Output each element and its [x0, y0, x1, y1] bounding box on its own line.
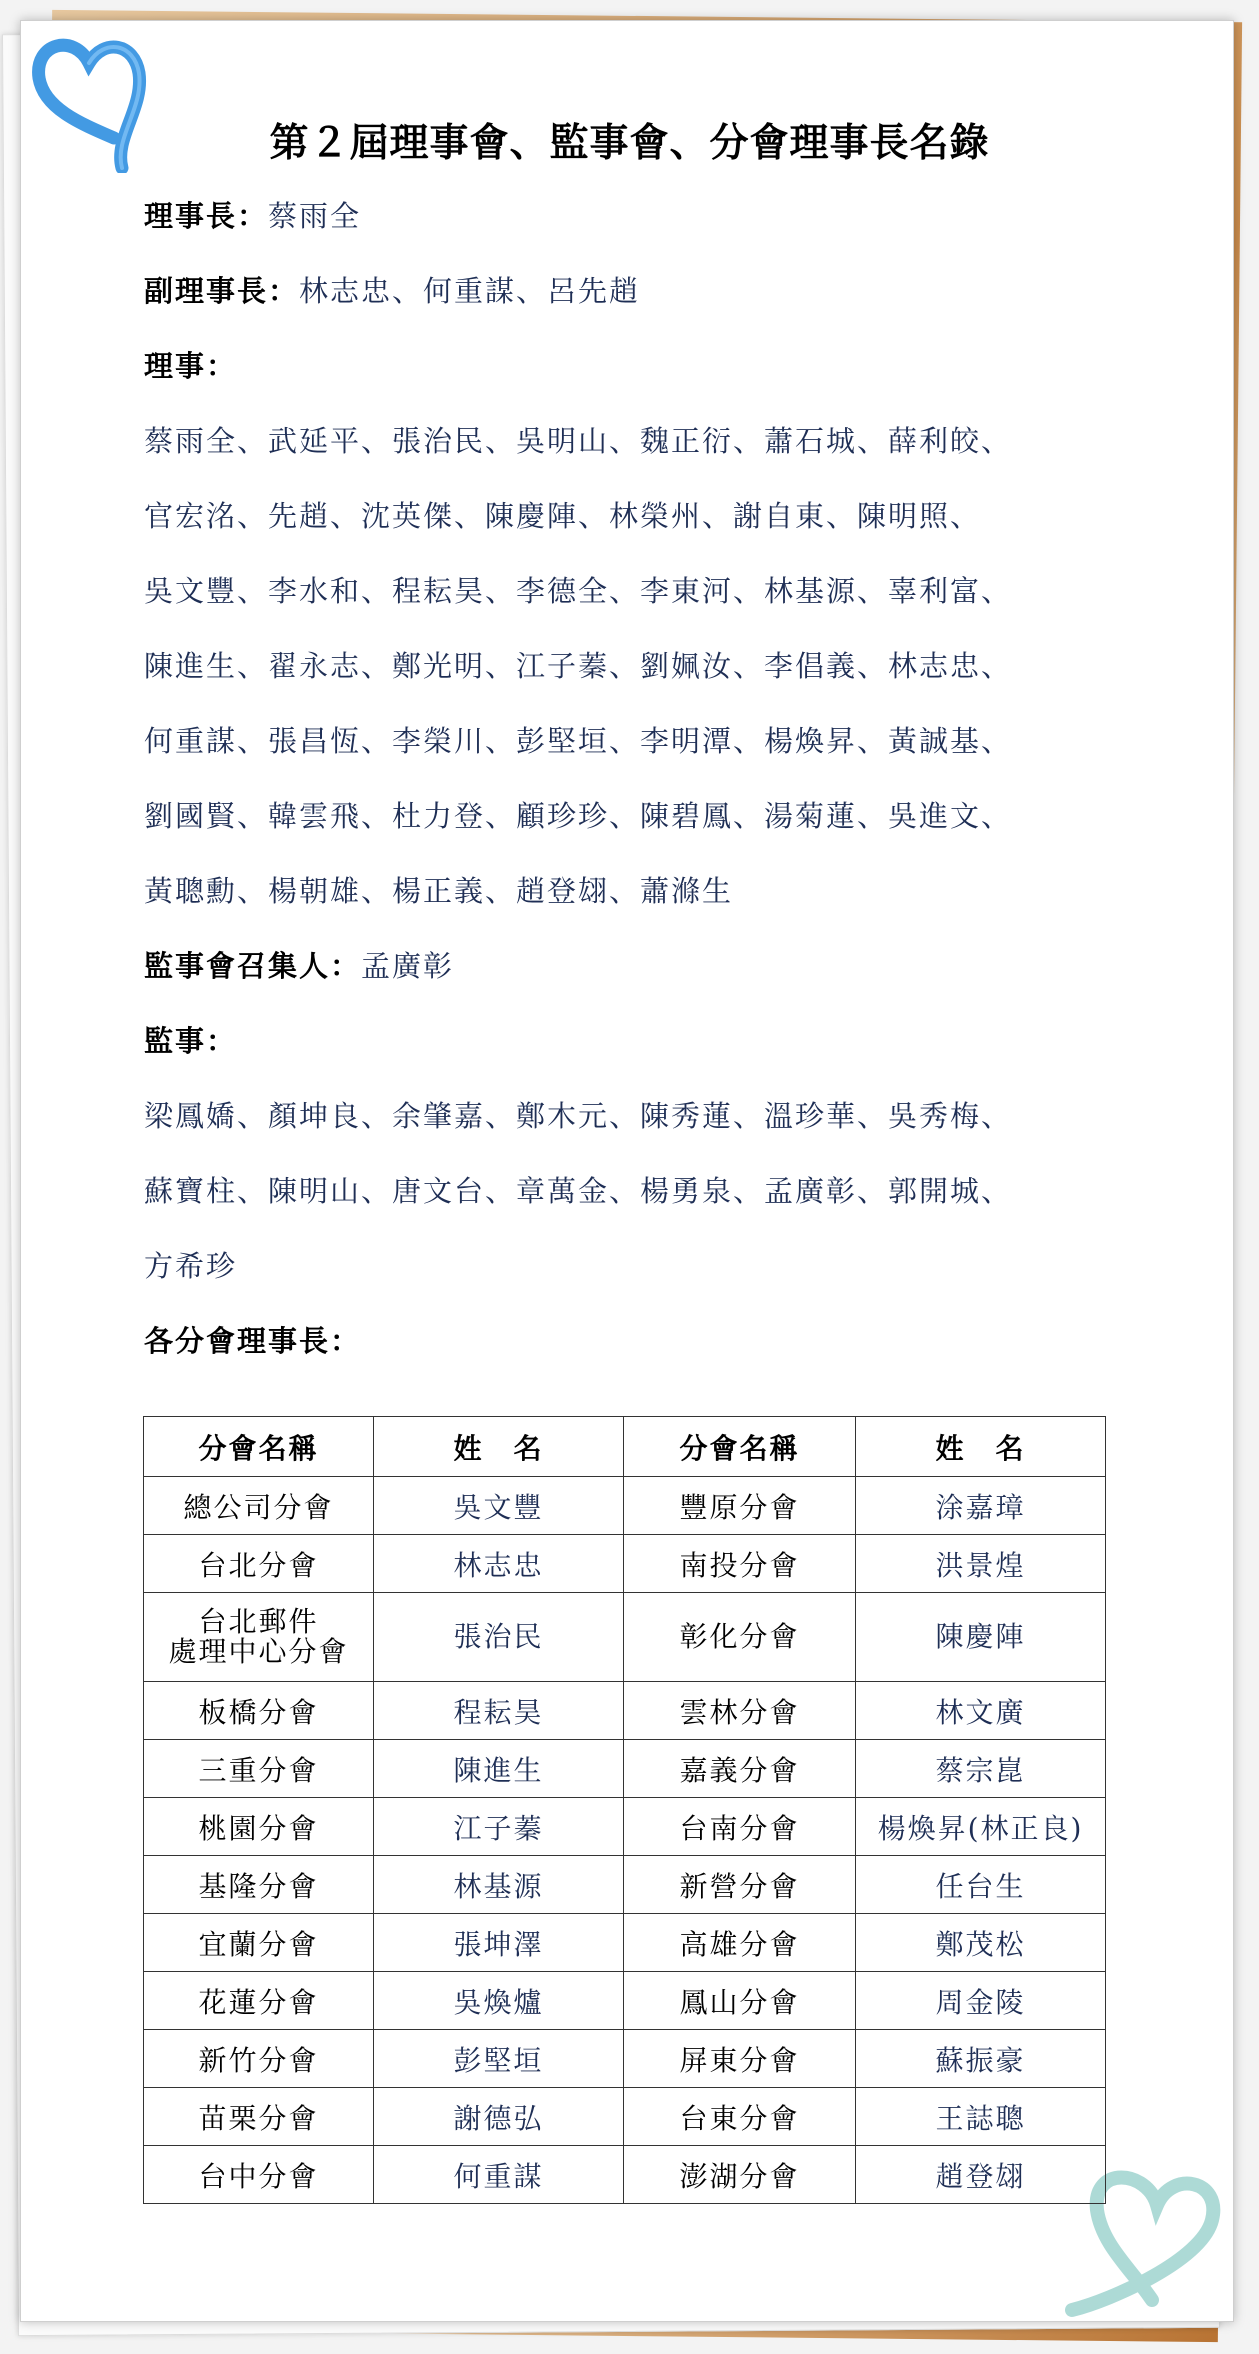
branch-name-cell: 鳳山分會 [624, 1972, 856, 2030]
supervisors-line: 梁鳳嬌、顏坤良、余肇嘉、鄭木元、陳秀蓮、溫珍華、吳秀梅、 [144, 1099, 1013, 1133]
chair-name-cell: 陳慶陣 [856, 1593, 1106, 1682]
branch-name-cell: 嘉義分會 [624, 1740, 856, 1798]
chair-name-cell: 鄭茂松 [856, 1914, 1106, 1972]
table-row [144, 2146, 1106, 2204]
table-row [144, 1972, 1106, 2030]
branch-chairs-table [143, 1416, 1106, 2204]
table-row [144, 1593, 1106, 1682]
branch-name-cell: 花蓮分會 [144, 1972, 374, 2030]
chair-name-cell: 王誌聰 [856, 2088, 1106, 2146]
chair-name-cell: 張治民 [374, 1593, 624, 1682]
header-person-name: 姓 名 [374, 1417, 624, 1477]
table-row [144, 1914, 1106, 1972]
chair-name-cell: 周金陵 [856, 1972, 1106, 2030]
directors-heading [144, 338, 1104, 413]
directors-line: 劉國賢、韓雲飛、杜力登、顧珍珍、陳碧鳳、湯菊蓮、吳進文、 [144, 799, 1013, 833]
branch-name-cell: 桃園分會 [144, 1798, 374, 1856]
vice-chairman-line [144, 263, 1104, 338]
supervisor-convener-line [144, 938, 1104, 1013]
branch-name-cell: 豐原分會 [624, 1477, 856, 1535]
vice-chairman-label: 副理事長： [144, 274, 300, 308]
chairman-line [144, 188, 1104, 263]
header-person-name: 姓 名 [856, 1417, 1106, 1477]
chair-name-cell: 楊煥昇(林正良) [856, 1798, 1106, 1856]
chairman-label: 理事長： [144, 199, 269, 233]
chair-name-cell: 任台生 [856, 1856, 1106, 1914]
branch-name-cell: 台北郵件 處理中心分會 [144, 1593, 374, 1682]
chair-name-cell: 林文廣 [856, 1682, 1106, 1740]
supervisors-line: 方希珍 [144, 1249, 238, 1283]
chair-name-cell: 吳煥爐 [374, 1972, 624, 2030]
page-title: 第２屆理事會、監事會、分會理事長名錄 [269, 120, 990, 166]
chair-name-cell: 林基源 [374, 1856, 624, 1914]
branch-name-cell: 苗栗分會 [144, 2088, 374, 2146]
directors-line: 吳文豐、李水和、程耘昊、李德全、李東河、林基源、辜利富、 [144, 574, 1013, 608]
chair-name-cell: 謝德弘 [374, 2088, 624, 2146]
chair-name-cell: 蔡宗崑 [856, 1740, 1106, 1798]
supervisor-convener-label: 監事會召集人： [144, 949, 362, 983]
supervisors-heading [144, 1013, 1104, 1088]
supervisor-convener-value: 孟廣彰 [361, 949, 455, 983]
table-row [144, 2030, 1106, 2088]
chair-name-cell: 吳文豐 [374, 1477, 624, 1535]
branch-name-cell: 雲林分會 [624, 1682, 856, 1740]
table-header-row [144, 1417, 1106, 1477]
table-body [144, 1477, 1106, 2204]
branch-name-cell: 宜蘭分會 [144, 1914, 374, 1972]
chairman-value: 蔡雨全 [268, 199, 362, 233]
chair-name-cell: 江子蓁 [374, 1798, 624, 1856]
branch-name-cell: 台東分會 [624, 2088, 856, 2146]
header-branch-name: 分會名稱 [624, 1417, 856, 1477]
chair-name-cell: 陳進生 [374, 1740, 624, 1798]
vice-chairman-value: 林志忠、何重謀、呂先趙 [299, 274, 641, 308]
table-row [144, 1682, 1106, 1740]
branch-name-cell: 板橋分會 [144, 1682, 374, 1740]
chair-name-cell: 林志忠 [374, 1535, 624, 1593]
directors-label: 理事： [144, 349, 238, 383]
table-row [144, 2088, 1106, 2146]
branch-name-cell: 南投分會 [624, 1535, 856, 1593]
chair-name-cell: 洪景煌 [856, 1535, 1106, 1593]
supervisors-label: 監事： [144, 1024, 238, 1058]
branch-name-cell: 台中分會 [144, 2146, 374, 2204]
branch-chairs-heading [144, 1313, 1104, 1393]
chair-name-cell: 涂嘉璋 [856, 1477, 1106, 1535]
branch-name-cell: 彰化分會 [624, 1593, 856, 1682]
table-row [144, 1856, 1106, 1914]
supervisors-line: 蘇寶柱、陳明山、唐文台、章萬金、楊勇泉、孟廣彰、郭開城、 [144, 1174, 1013, 1208]
chair-name-cell: 蘇振豪 [856, 2030, 1106, 2088]
table-row [144, 1477, 1106, 1535]
directors-line: 黃聰勳、楊朝雄、楊正義、趙登翃、蕭滌生 [144, 874, 734, 908]
branch-name-cell: 基隆分會 [144, 1856, 374, 1914]
directors-line: 官宏洺、先趙、沈英傑、陳慶陣、林榮州、謝自東、陳明照、 [144, 499, 982, 533]
chair-name-cell: 程耘昊 [374, 1682, 624, 1740]
branch-chairs-label: 各分會理事長： [144, 1324, 362, 1358]
branch-name-cell: 台南分會 [624, 1798, 856, 1856]
branch-name-cell: 澎湖分會 [624, 2146, 856, 2204]
header-branch-name: 分會名稱 [144, 1417, 374, 1477]
document-body [144, 188, 1104, 1393]
directors-line: 蔡雨全、武延平、張治民、吳明山、魏正衍、蕭石城、薛利皎、 [144, 424, 1013, 458]
branch-name-cell: 屏東分會 [624, 2030, 856, 2088]
table-row [144, 1535, 1106, 1593]
directors-line: 陳進生、翟永志、鄭光明、江子蓁、劉姵汝、李倡義、林志忠、 [144, 649, 1013, 683]
chair-name-cell: 彭堅垣 [374, 2030, 624, 2088]
branch-name-cell: 總公司分會 [144, 1477, 374, 1535]
directors-line: 何重謀、張昌恆、李榮川、彭堅垣、李明潭、楊煥昇、黃誠基、 [144, 724, 1013, 758]
table-row [144, 1798, 1106, 1856]
table-row [144, 1740, 1106, 1798]
branch-name-cell: 台北分會 [144, 1535, 374, 1593]
branch-name-cell: 高雄分會 [624, 1914, 856, 1972]
chair-name-cell: 何重謀 [374, 2146, 624, 2204]
branch-name-cell: 新竹分會 [144, 2030, 374, 2088]
chair-name-cell: 張坤澤 [374, 1914, 624, 1972]
branch-name-cell: 新營分會 [624, 1856, 856, 1914]
branch-name-cell: 三重分會 [144, 1740, 374, 1798]
chair-name-cell: 趙登翃 [856, 2146, 1106, 2204]
